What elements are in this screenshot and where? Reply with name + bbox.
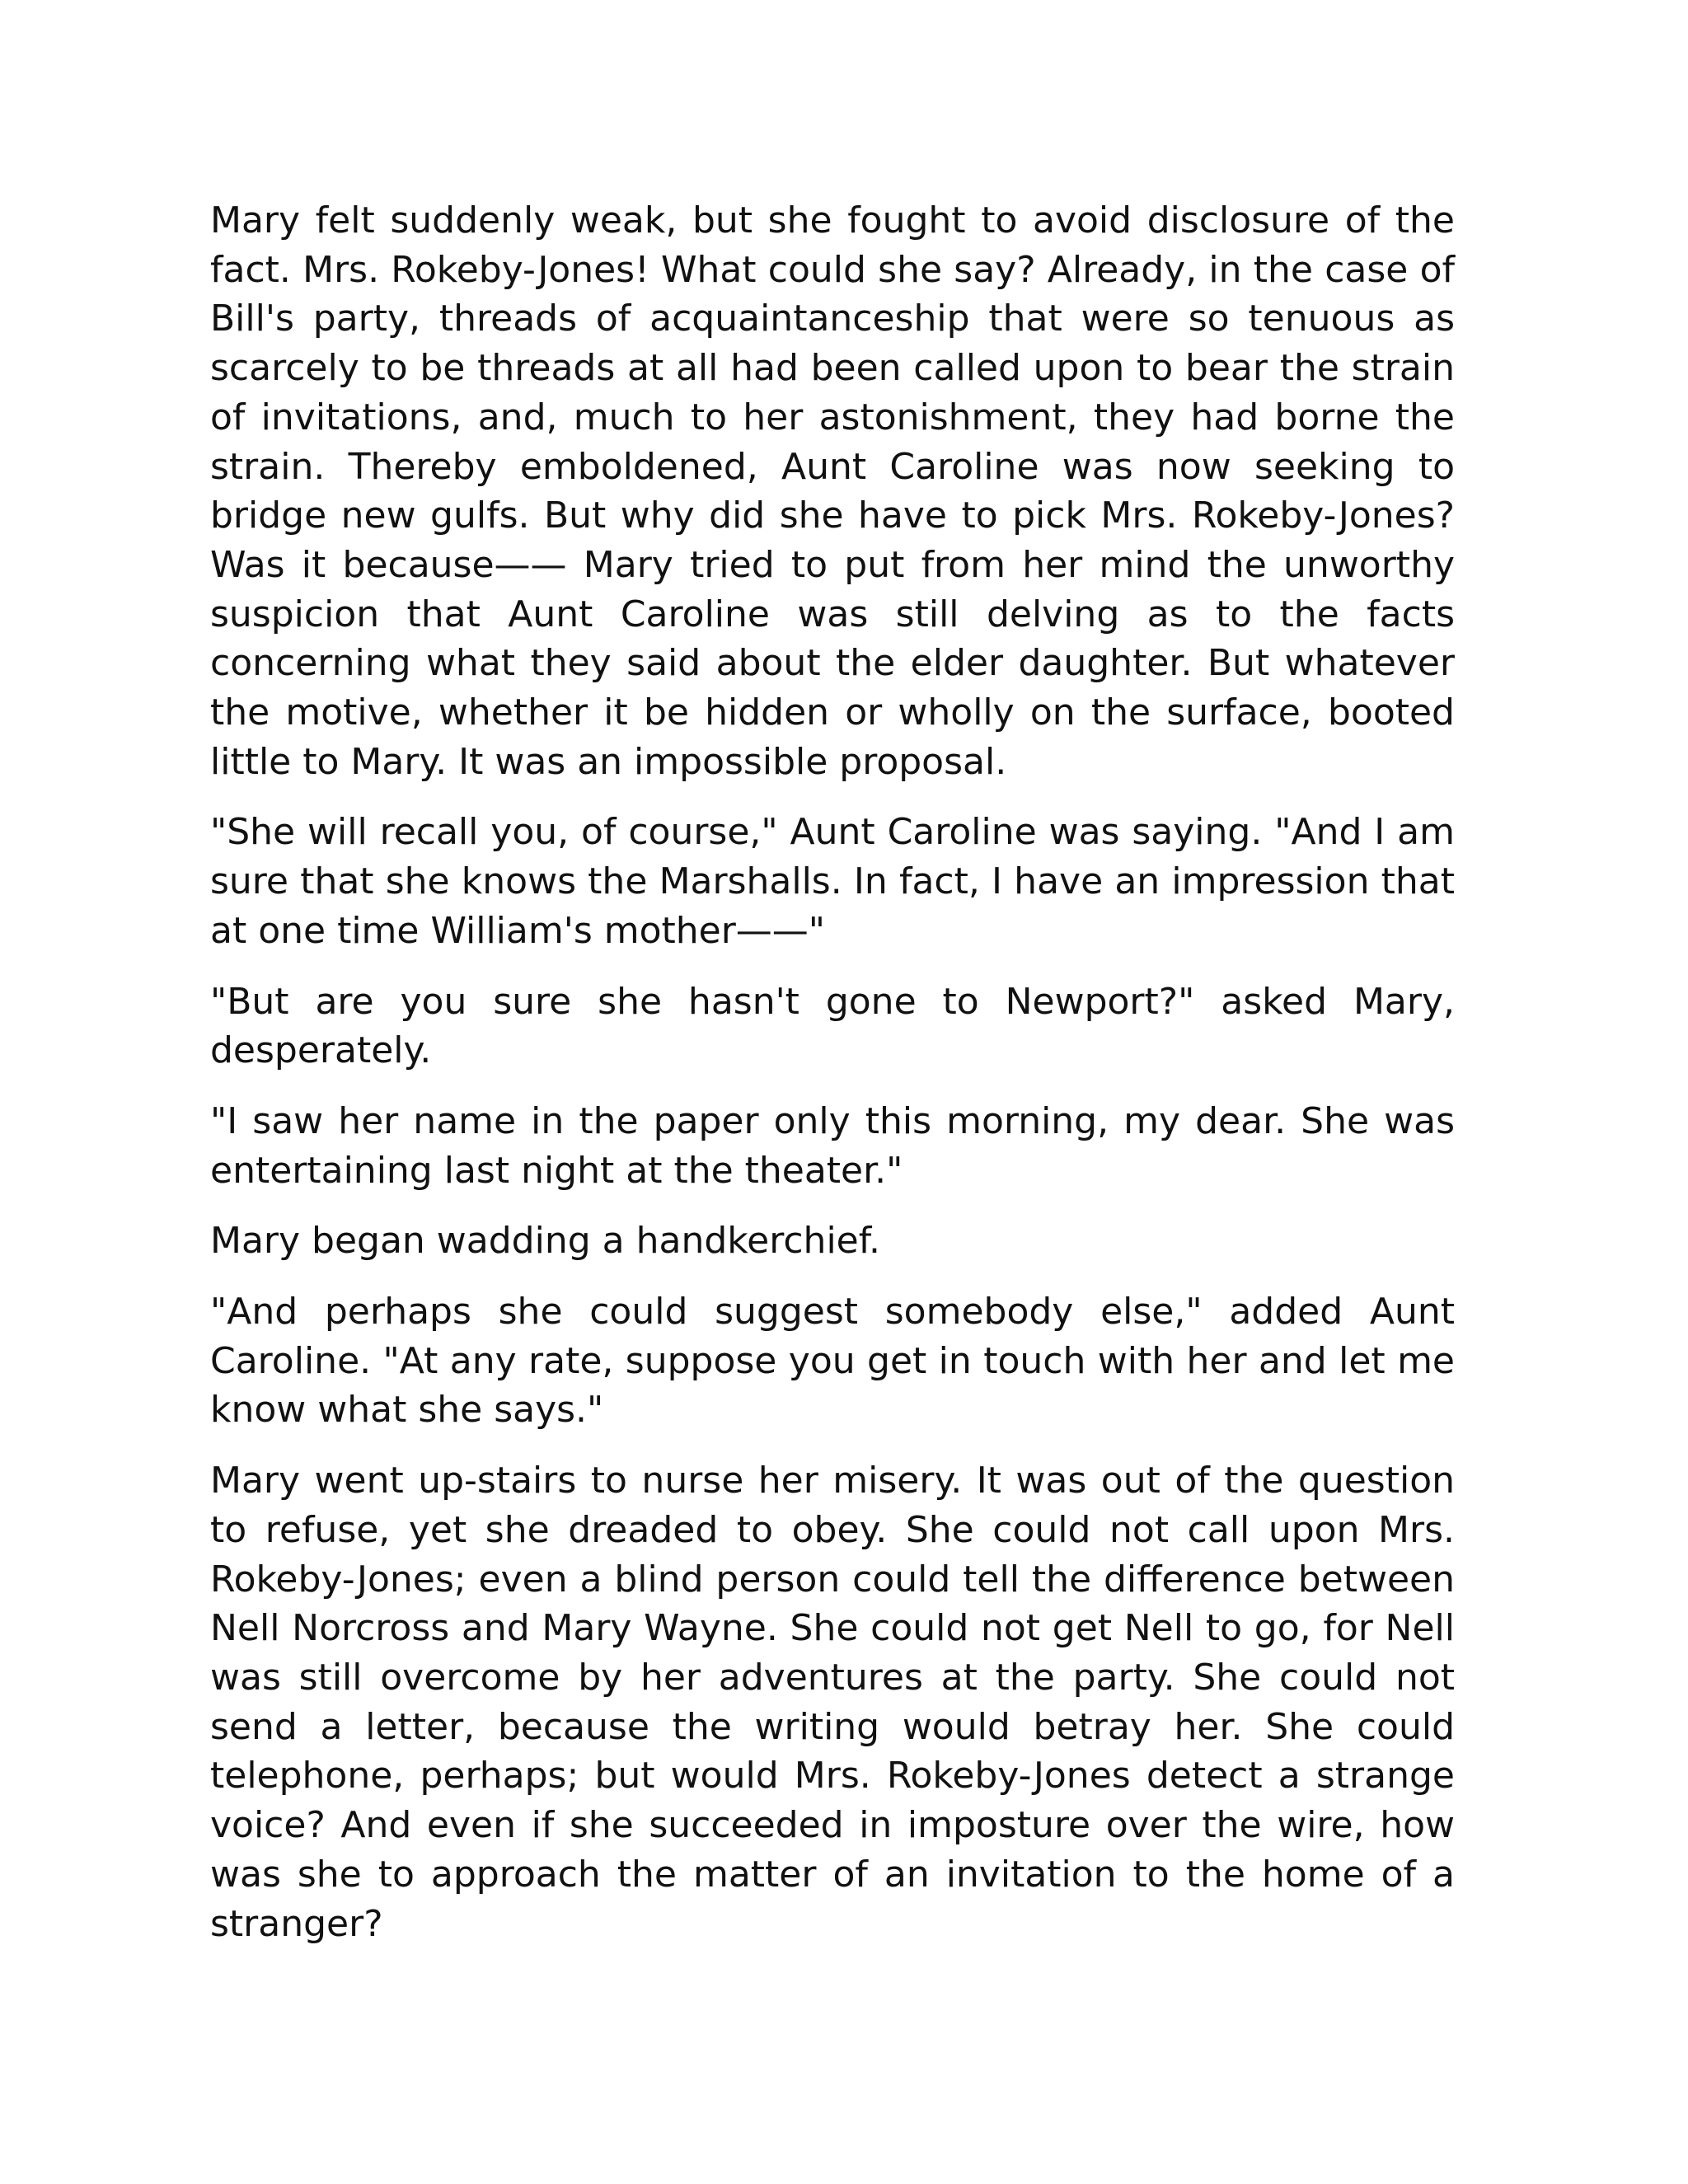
paragraph-4: "I saw her name in the paper only this morning, my dear. She was entertaining last night at the theater." [210,1099,1455,1192]
paragraph-1: Mary felt suddenly weak, but she fought to avoid disclosure of the fact. Mrs. Rokeby-Jones! What could she say? Already, in the case of Bill's party, threads of acquaintanceship that were so tenuous as scarcely to be threads at all had been called upon to bear the strain of invitations, and, much to her astonishment, they had borne the strain. Thereby emboldened, Aunt Caroline was now seeking to bridge new gulfs. But why did she have to pick Mrs. Rokeby-Jones? Was it because—— Mary tried to put from her mind the unworthy suspicion that Aunt Caroline was still delving as to the facts concerning what they said about the elder daughter. But whatever the motive, whether it be hidden or wholly on the surface, booted little to Mary. It was an impossible proposal. [210,199,1455,783]
page-body [210,196,1455,1970]
paragraph-6: "And perhaps she could suggest somebody else," added Aunt Caroline. "At any rate, suppose you get in touch with her and let me know what she says." [210,1291,1455,1432]
paragraph-2: "She will recall you, of course," Aunt Caroline was saying. "And I am sure that she knows the Marshalls. In fact, I have an impression that at one time William's mother——" [210,811,1455,952]
paragraph-7: Mary went up-stairs to nurse her misery. It was out of the question to refuse, yet she dreaded to obey. She could not call upon Mrs. Rokeby-Jones; even a blind person could tell the difference between Nell Norcross and Mary Wayne. She could not get Nell to go, for Nell was still overcome by her adventures at the party. She could not send a letter, because the writing would betray her. She could telephone, perhaps; but would Mrs. Rokeby-Jones detect a strange voice? And even if she succeeded in imposture over the wire, how was she to approach the matter of an invitation to the home of a stranger? [210,1460,1455,1945]
paragraph-5: Mary began wadding a handkerchief. [210,1220,881,1263]
paragraph-3: "But are you sure she hasn't gone to Newport?" asked Mary, desperately. [210,980,1455,1072]
